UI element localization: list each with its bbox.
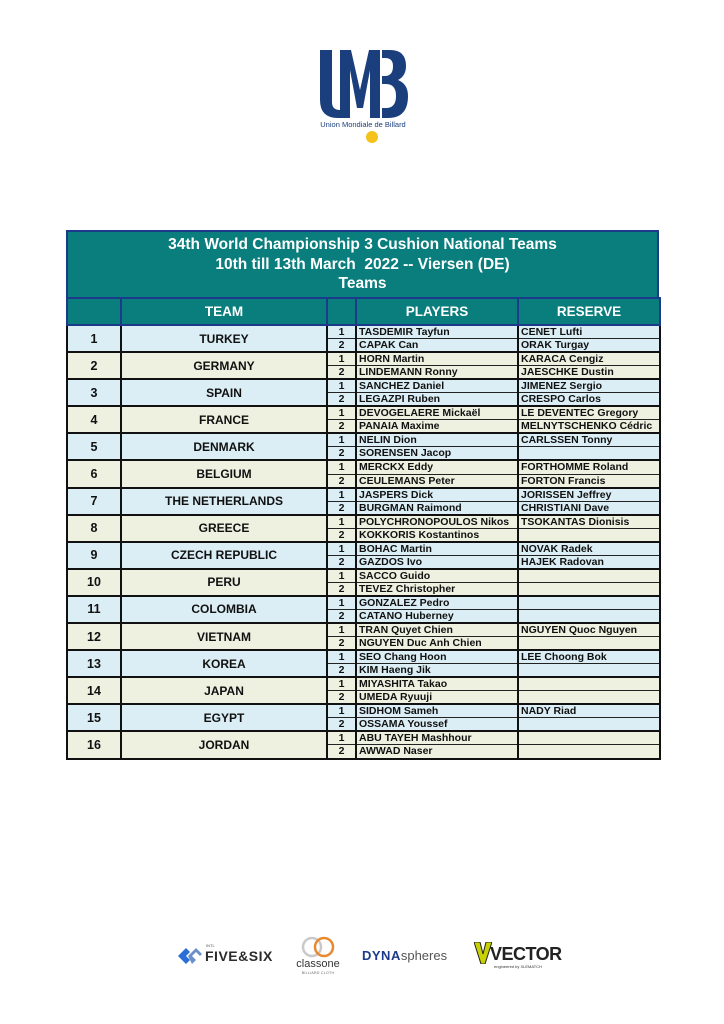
reserve-name: CARLSSEN Tonny bbox=[518, 433, 660, 447]
player-name: SACCO Guido bbox=[356, 569, 518, 583]
player-number: 1 bbox=[327, 569, 356, 583]
player-number: 1 bbox=[327, 677, 356, 691]
reserve-name bbox=[518, 745, 660, 759]
player-number: 2 bbox=[327, 528, 356, 542]
player-number: 2 bbox=[327, 637, 356, 651]
player-number: 1 bbox=[327, 406, 356, 420]
player-number: 1 bbox=[327, 488, 356, 502]
vector-name: VECTOR bbox=[490, 944, 562, 964]
player-name: BURGMAN Raimond bbox=[356, 501, 518, 515]
reserve-name bbox=[518, 664, 660, 678]
dyna-name-part2: spheres bbox=[400, 948, 448, 963]
player-name: DEVOGELAERE Mickaël bbox=[356, 406, 518, 420]
player-name: CATANO Huberney bbox=[356, 609, 518, 623]
player-number: 2 bbox=[327, 718, 356, 732]
team-name: THE NETHERLANDS bbox=[121, 488, 327, 515]
team-name: EGYPT bbox=[121, 704, 327, 731]
reserve-name: KARACA Cengiz bbox=[518, 352, 660, 366]
player-name: KIM Haeng Jik bbox=[356, 664, 518, 678]
column-header-players: PLAYERS bbox=[356, 298, 518, 325]
player-name: LEGAZPI Ruben bbox=[356, 393, 518, 407]
reserve-name: JAESCHKE Dustin bbox=[518, 366, 660, 380]
table-row bbox=[67, 379, 660, 393]
player-number: 2 bbox=[327, 501, 356, 515]
player-name: MIYASHITA Takao bbox=[356, 677, 518, 691]
team-rank: 16 bbox=[67, 731, 121, 758]
team-name: TURKEY bbox=[121, 325, 327, 352]
player-number: 2 bbox=[327, 393, 356, 407]
team-rank: 2 bbox=[67, 352, 121, 379]
reserve-name: FORTHOMME Roland bbox=[518, 460, 660, 474]
team-rank: 10 bbox=[67, 569, 121, 596]
championship-title-block bbox=[66, 230, 659, 297]
reserve-name bbox=[518, 637, 660, 651]
team-rank: 5 bbox=[67, 433, 121, 460]
reserve-name: ORAK Turgay bbox=[518, 339, 660, 353]
team-name: KOREA bbox=[121, 650, 327, 677]
billiard-balls-icon bbox=[346, 130, 386, 144]
player-name: SEO Chang Hoon bbox=[356, 650, 518, 664]
team-name: PERU bbox=[121, 569, 327, 596]
reserve-name bbox=[518, 528, 660, 542]
team-name: JAPAN bbox=[121, 677, 327, 704]
five-six-logo bbox=[176, 934, 276, 980]
player-name: UMEDA Ryuuji bbox=[356, 691, 518, 705]
team-rank: 12 bbox=[67, 623, 121, 650]
player-number: 2 bbox=[327, 664, 356, 678]
teams-table-container bbox=[66, 230, 659, 760]
player-name: CEULEMANS Peter bbox=[356, 474, 518, 488]
reserve-name: NADY Riad bbox=[518, 704, 660, 718]
player-number: 2 bbox=[327, 447, 356, 461]
team-rank: 15 bbox=[67, 704, 121, 731]
player-number: 1 bbox=[327, 325, 356, 339]
team-rank: 11 bbox=[67, 596, 121, 623]
player-name: SANCHEZ Daniel bbox=[356, 379, 518, 393]
team-name: CZECH REPUBLIC bbox=[121, 542, 327, 569]
player-name: PANAIA Maxime bbox=[356, 420, 518, 434]
reserve-name: JIMENEZ Sergio bbox=[518, 379, 660, 393]
team-name: DENMARK bbox=[121, 433, 327, 460]
reserve-name: LEE Choong Bok bbox=[518, 650, 660, 664]
player-number: 1 bbox=[327, 460, 356, 474]
player-name: BOHAC Martin bbox=[356, 542, 518, 556]
dynaspheres-logo bbox=[362, 934, 466, 980]
table-row bbox=[67, 596, 660, 610]
player-number: 2 bbox=[327, 339, 356, 353]
umb-logo-letters bbox=[318, 48, 408, 120]
table-row bbox=[67, 623, 660, 637]
player-name: TRAN Quyet Chien bbox=[356, 623, 518, 637]
column-header-number bbox=[327, 298, 356, 325]
five-six-diamond-icon bbox=[176, 946, 204, 966]
player-number: 1 bbox=[327, 623, 356, 637]
team-rank: 7 bbox=[67, 488, 121, 515]
player-number: 1 bbox=[327, 542, 356, 556]
team-rank: 1 bbox=[67, 325, 121, 352]
reserve-name: FORTON Francis bbox=[518, 474, 660, 488]
team-rank: 9 bbox=[67, 542, 121, 569]
team-name: BELGIUM bbox=[121, 460, 327, 487]
player-name: JASPERS Dick bbox=[356, 488, 518, 502]
player-number: 1 bbox=[327, 433, 356, 447]
dyna-name-part1: DYNA bbox=[362, 948, 401, 963]
reserve-name bbox=[518, 447, 660, 461]
reserve-name: NOVAK Radek bbox=[518, 542, 660, 556]
team-rank: 13 bbox=[67, 650, 121, 677]
title-line-3: Teams bbox=[338, 275, 387, 292]
player-number: 2 bbox=[327, 582, 356, 596]
player-number: 2 bbox=[327, 474, 356, 488]
player-number: 2 bbox=[327, 555, 356, 569]
reserve-name bbox=[518, 596, 660, 610]
player-name: MERCKX Eddy bbox=[356, 460, 518, 474]
player-name: SORENSEN Jacop bbox=[356, 447, 518, 461]
player-name: HORN Martin bbox=[356, 352, 518, 366]
column-header-team: TEAM bbox=[121, 298, 327, 325]
team-rank: 3 bbox=[67, 379, 121, 406]
reserve-name bbox=[518, 691, 660, 705]
player-number: 1 bbox=[327, 596, 356, 610]
table-row bbox=[67, 406, 660, 420]
column-header-reserve: RESERVE bbox=[518, 298, 660, 325]
reserve-name bbox=[518, 677, 660, 691]
five-six-intl-label: INTL bbox=[206, 943, 215, 948]
teams-table-body bbox=[67, 325, 660, 759]
reserve-name: MELNYTSCHENKO Cédric bbox=[518, 420, 660, 434]
player-name: TEVEZ Christopher bbox=[356, 582, 518, 596]
team-rank: 14 bbox=[67, 677, 121, 704]
five-six-name: FIVE&SIX bbox=[205, 948, 273, 964]
team-rank: 8 bbox=[67, 515, 121, 542]
player-number: 2 bbox=[327, 420, 356, 434]
reserve-name bbox=[518, 569, 660, 583]
reserve-name: CENET Lufti bbox=[518, 325, 660, 339]
table-row bbox=[67, 677, 660, 691]
reserve-name: TSOKANTAS Dionisis bbox=[518, 515, 660, 529]
classone-name: classone bbox=[296, 958, 340, 970]
table-header-row bbox=[67, 298, 660, 325]
player-number: 1 bbox=[327, 515, 356, 529]
player-name: GAZDOS Ivo bbox=[356, 555, 518, 569]
player-name: CAPAK Can bbox=[356, 339, 518, 353]
table-row bbox=[67, 731, 660, 745]
player-name: TASDEMIR Tayfun bbox=[356, 325, 518, 339]
team-name: GERMANY bbox=[121, 352, 327, 379]
player-number: 1 bbox=[327, 352, 356, 366]
player-name: SIDHOM Sameh bbox=[356, 704, 518, 718]
player-name: NGUYEN Duc Anh Chien bbox=[356, 637, 518, 651]
reserve-name bbox=[518, 582, 660, 596]
title-line-2: 10th till 13th March 2022 -- Viersen (DE) bbox=[215, 255, 510, 273]
classone-rings-icon bbox=[300, 936, 336, 958]
team-rank: 6 bbox=[67, 460, 121, 487]
team-name: GREECE bbox=[121, 515, 327, 542]
classone-subtitle: BILLIARD CLOTH bbox=[301, 971, 335, 975]
table-row bbox=[67, 325, 660, 339]
reserve-name: HAJEK Radovan bbox=[518, 555, 660, 569]
player-number: 1 bbox=[327, 704, 356, 718]
player-name: ABU TAYEH Mashhour bbox=[356, 731, 518, 745]
column-header-rank bbox=[67, 298, 121, 325]
reserve-name bbox=[518, 718, 660, 732]
team-name: VIETNAM bbox=[121, 623, 327, 650]
table-row bbox=[67, 569, 660, 583]
player-number: 1 bbox=[327, 731, 356, 745]
reserve-name: CRESPO Carlos bbox=[518, 393, 660, 407]
table-row bbox=[67, 460, 660, 474]
classone-logo bbox=[288, 934, 348, 980]
title-line-1: 34th World Championship 3 Cushion National Teams bbox=[168, 236, 557, 253]
player-name: AWWAD Naser bbox=[356, 745, 518, 759]
reserve-name bbox=[518, 609, 660, 623]
player-number: 2 bbox=[327, 691, 356, 705]
team-name: FRANCE bbox=[121, 406, 327, 433]
table-row bbox=[67, 704, 660, 718]
player-name: NELIN Dion bbox=[356, 433, 518, 447]
player-number: 2 bbox=[327, 366, 356, 380]
table-row bbox=[67, 542, 660, 556]
vector-subtitle: engineered by XLEMATCH bbox=[494, 964, 542, 969]
team-name: SPAIN bbox=[121, 379, 327, 406]
sponsor-logos bbox=[176, 934, 562, 980]
team-name: COLOMBIA bbox=[121, 596, 327, 623]
reserve-name: CHRISTIANI Dave bbox=[518, 501, 660, 515]
player-name: OSSAMA Youssef bbox=[356, 718, 518, 732]
player-number: 1 bbox=[327, 379, 356, 393]
umb-logo bbox=[310, 48, 416, 144]
team-name: JORDAN bbox=[121, 731, 327, 758]
table-row bbox=[67, 433, 660, 447]
teams-table bbox=[66, 297, 661, 760]
team-rank: 4 bbox=[67, 406, 121, 433]
player-number: 2 bbox=[327, 609, 356, 623]
umb-org-name: Union Mondiale de Billard bbox=[320, 120, 406, 129]
table-row bbox=[67, 352, 660, 366]
reserve-name bbox=[518, 731, 660, 745]
player-name: POLYCHRONOPOULOS Nikos bbox=[356, 515, 518, 529]
reserve-name: NGUYEN Quoc Nguyen bbox=[518, 623, 660, 637]
player-number: 2 bbox=[327, 745, 356, 759]
player-name: GONZALEZ Pedro bbox=[356, 596, 518, 610]
table-row bbox=[67, 650, 660, 664]
reserve-name: JORISSEN Jeffrey bbox=[518, 488, 660, 502]
table-row bbox=[67, 515, 660, 529]
reserve-name: LE DEVENTEC Gregory bbox=[518, 406, 660, 420]
player-number: 1 bbox=[327, 650, 356, 664]
player-name: LINDEMANN Ronny bbox=[356, 366, 518, 380]
player-name: KOKKORIS Kostantinos bbox=[356, 528, 518, 542]
table-row bbox=[67, 488, 660, 502]
vector-logo bbox=[474, 934, 562, 980]
